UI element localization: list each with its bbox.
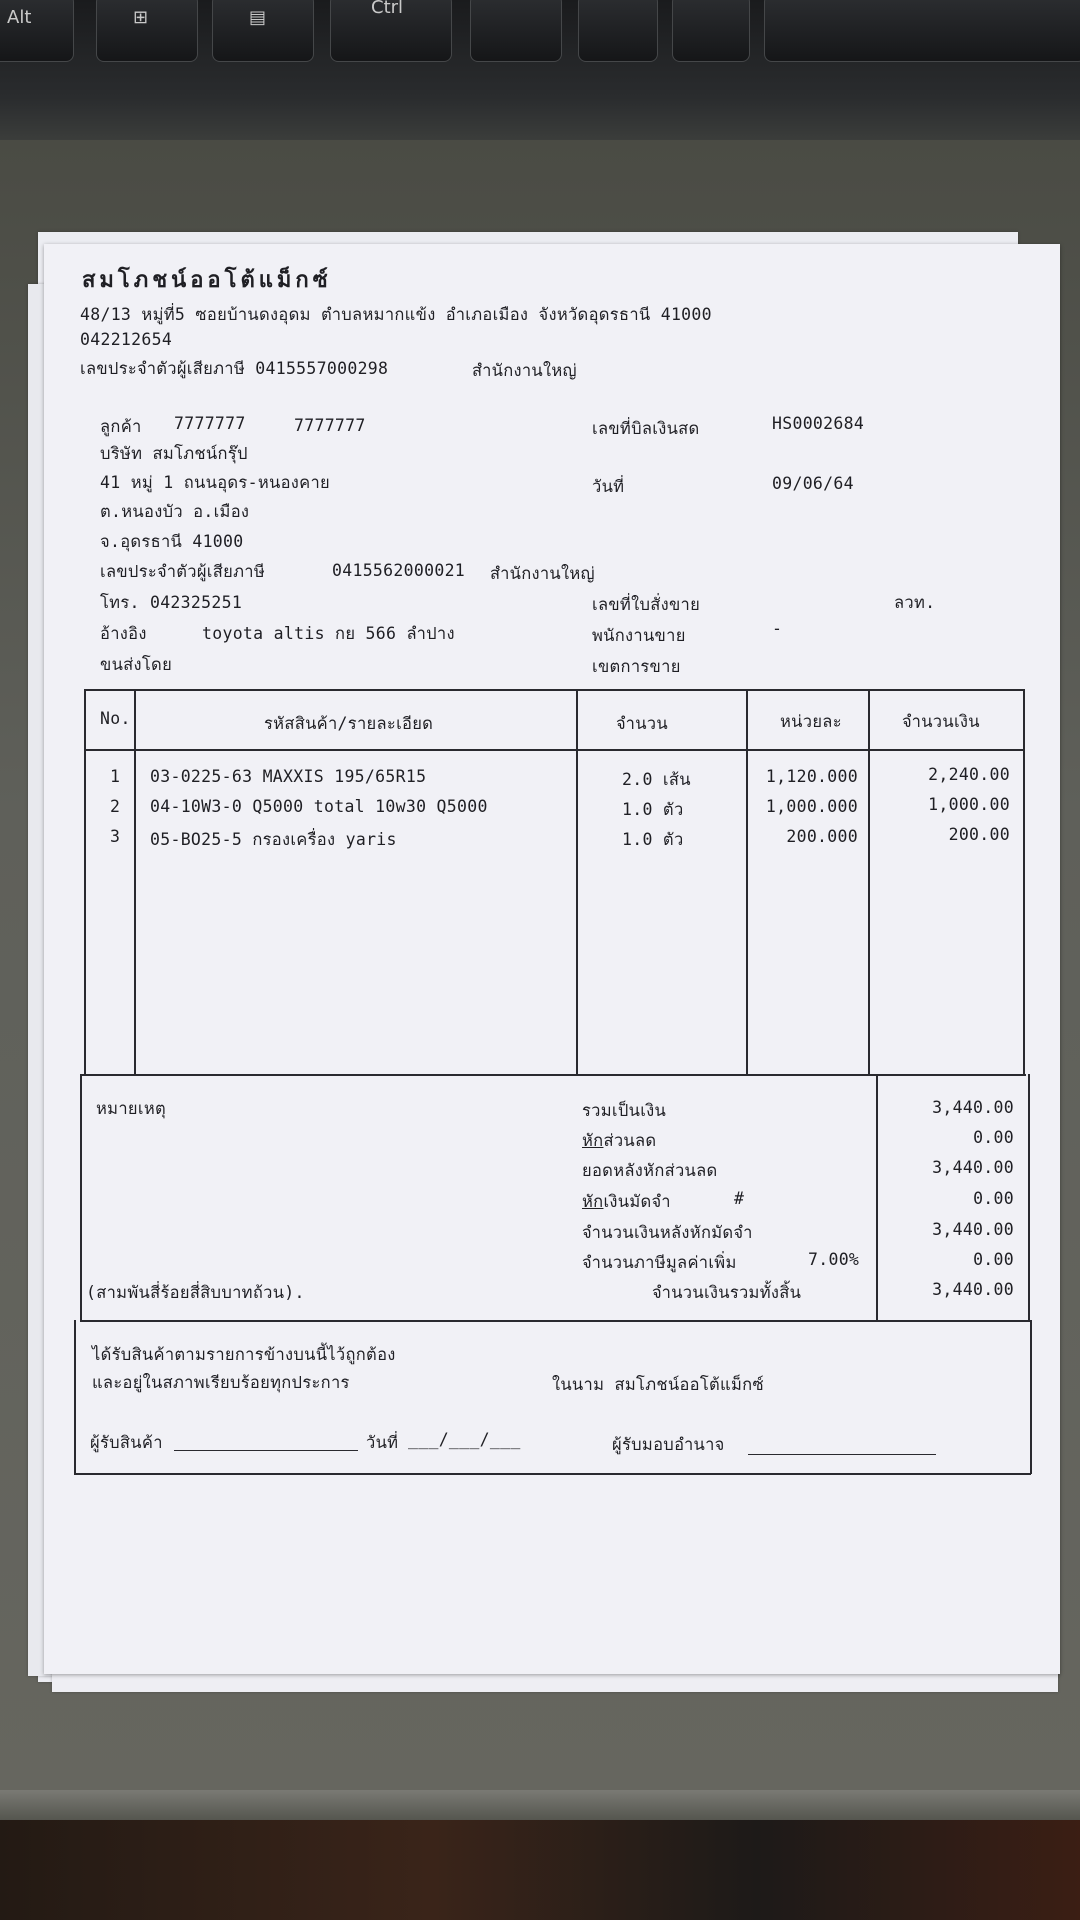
table-border [1023,689,1025,1075]
summary-border [80,1074,82,1321]
grand-total-value: 3,440.00 [932,1280,1014,1299]
row-description: 04-10W3-0 Q5000 total 10w30 Q5000 [150,797,488,816]
receiver-label: ผู้รับสินค้า [90,1433,163,1452]
authorized-signature-line [748,1454,936,1455]
shipping-label: ขนส่งโดย [100,655,173,674]
discount-label: หักส่วนลด [582,1131,657,1150]
row-qty: 1.0 ตัว [622,800,684,819]
receiver-signature-line [174,1450,358,1451]
table-border [134,689,136,1075]
row-qty: 1.0 ตัว [622,830,684,849]
table-edge [0,1790,1080,1820]
row-no: 2 [110,797,121,816]
subtotal-value: 3,440.00 [932,1098,1014,1117]
column-header-unit-price: หน่วยละ [780,712,842,731]
company-branch: สำนักงานใหญ่ [472,361,577,380]
row-unit-price: 1,000.000 [765,797,858,816]
after-deposit-label: จำนวนเงินหลังหักมัดจำ [582,1223,753,1242]
table-border [576,689,578,1075]
column-header-code: รหัสสินค้า/รายละเอียด [264,714,434,733]
column-header-no: No. [100,709,131,728]
windows-key: ⊞ [96,0,198,62]
reference-label: อ้างอิง [100,624,147,643]
after-discount-value: 3,440.00 [932,1158,1014,1177]
summary-border [80,1074,1026,1076]
footer-border [1030,1320,1032,1474]
customer-label: ลูกค้า [100,417,142,436]
vat-value: 0.00 [973,1250,1014,1269]
customer-code: 7777777 [174,414,246,433]
row-qty: 2.0 เส้น [622,770,691,789]
customer-address-2: ต.หนองบัว อ.เมือง [100,502,250,521]
floor [0,1820,1080,1920]
row-no: 1 [110,767,121,786]
keyboard [0,0,1080,140]
cash-bill-document [44,244,1060,1674]
row-unit-price: 1,120.000 [765,767,858,786]
deposit-value: 0.00 [973,1189,1014,1208]
reference-value: toyota altis กย 566 ลำปาง [202,624,455,643]
summary-border [80,1320,1030,1322]
bill-date: 09/06/64 [772,474,854,493]
ctrl-key: Ctrl [330,0,452,62]
company-address: 48/13 หมู่ที่5 ซอยบ้านดงอุดม ตำบลหมากแข้ง อำเภอเมือง จังหวัดอุดรธานี 41000 [80,305,712,324]
bill-number: HS0002684 [772,414,865,433]
remark-label: หมายเหตุ [96,1099,167,1118]
table-border [84,749,1024,751]
summary-border [1028,1074,1030,1321]
customer-tax-id: 0415562000021 [332,561,466,580]
receive-date-label: วันที่ [366,1433,399,1452]
after-discount-label: ยอดหลังหักส่วนลด [582,1161,718,1180]
received-statement-1: ได้รับสินค้าตามรายการข้างบนนี้ไว้ถูกต้อง [92,1345,396,1364]
row-amount: 200.00 [948,825,1010,844]
customer-address-3: จ.อุดรธานี 41000 [100,532,244,551]
key [672,0,750,62]
bill-number-label: เลขที่บิลเงินสด [592,419,700,438]
table-border [84,689,86,1075]
customer-branch: สำนักงานใหญ่ [490,564,595,583]
vat-rate: 7.00% [808,1250,860,1269]
authorized-label: ผู้รับมอบอำนาจ [612,1435,725,1454]
table-border [746,689,748,1075]
company-name: สมโภชน์ออโต้แม็กซ์ [82,268,332,293]
footer-border [74,1320,76,1474]
customer-name: บริษัท สมโภชน์กรุ๊ป [100,444,248,463]
company-phone: 042212654 [80,330,173,349]
salesperson-value: - [772,619,783,638]
discount-value: 0.00 [973,1128,1014,1147]
column-header-amount: จำนวนเงิน [902,712,980,731]
deposit-mark: # [734,1189,745,1208]
order-number-label: เลขที่ใบสั่งขาย [592,595,701,614]
column-header-qty: จำนวน [616,714,668,733]
key [578,0,658,62]
subtotal-label: รวมเป็นเงิน [582,1101,667,1120]
received-statement-2: และอยู่ในสภาพเรียบร้อยทุกประการ [92,1373,350,1392]
row-description: 05-BO25-5 กรองเครื่อง yaris [150,830,397,849]
customer-tax-label: เลขประจำตัวผู้เสียภาษี [100,562,266,581]
footer-border [74,1473,1031,1475]
key [470,0,562,62]
row-no: 3 [110,827,121,846]
date-label: วันที่ [592,477,625,496]
order-number-value: ลวท. [894,593,936,612]
on-behalf-of: ในนาม สมโภชน์ออโต้แม็กซ์ [552,1375,764,1394]
table-border [868,689,870,1075]
menu-key: ▤ [212,0,314,62]
deposit-label: หักเงินมัดจำ [582,1192,671,1211]
salesperson-label: พนักงานขาย [592,626,686,645]
sales-area-label: เขตการขาย [592,657,681,676]
customer-address-1: 41 หมู่ 1 ถนนอุดร-หนองคาย [100,473,331,492]
amount-in-words: (สามพันสี่ร้อยสี่สิบบาทถ้วน). [86,1283,305,1302]
grand-total-label: จำนวนเงินรวมทั้งสิ้น [652,1283,802,1302]
customer-phone: โทร. 042325251 [100,593,243,612]
company-tax-id: เลขประจำตัวผู้เสียภาษี 0415557000298 [80,359,389,378]
after-deposit-value: 3,440.00 [932,1220,1014,1239]
row-description: 03-0225-63 MAXXIS 195/65R15 [150,767,427,786]
table-border [84,689,1024,691]
customer-code-2: 7777777 [294,416,366,435]
receive-date-blank: ___/___/___ [408,1430,521,1449]
alt-key: Alt [0,0,74,62]
row-unit-price: 200.000 [786,827,858,846]
key [764,0,1080,62]
vat-label: จำนวนภาษีมูลค่าเพิ่ม [582,1253,737,1272]
row-amount: 1,000.00 [928,795,1010,814]
row-amount: 2,240.00 [928,765,1010,784]
